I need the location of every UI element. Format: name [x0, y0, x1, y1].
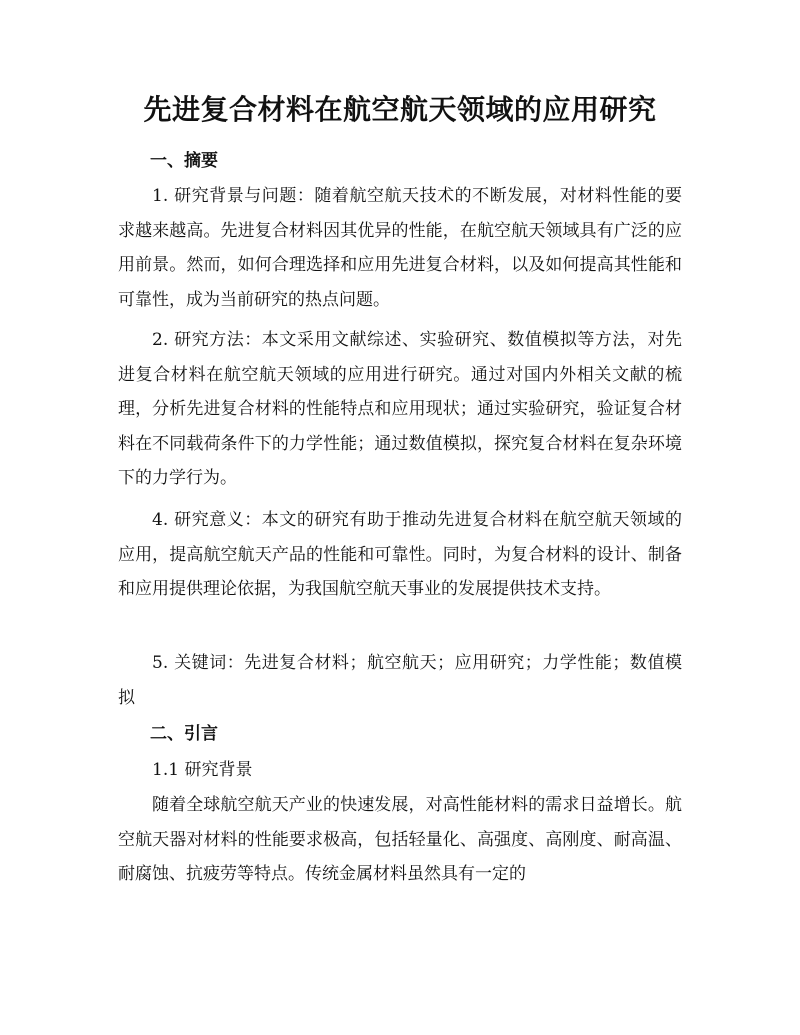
abstract-item-keywords: 5. 关键词：先进复合材料；航空航天；应用研究；力学性能；数值模拟 — [118, 653, 682, 708]
intro-paragraph: 随着全球航空航天产业的快速发展，对高性能材料的需求日益增长。航空航天器对材料的性能要求极高，包括轻量化、高强度、高刚度、耐高温、耐腐蚀、抗疲劳等特点。传统金属材料虽然具有一定的 — [118, 795, 682, 885]
section-heading-introduction: 二、引言 — [150, 724, 218, 744]
subsection-heading-background: 1.1 研究背景 — [152, 760, 253, 780]
abstract-item-background: 1. 研究背景与问题：随着航空航天技术的不断发展，对材料性能的要求越来越高。先进复合材料因其优异的性能，在航空航天领域具有广泛的应用前景。然而，如何合理选择和应用先进复合材料，以及如何提高其性能和可靠性，成为当前研究的热点问题。 — [118, 186, 682, 310]
document-title: 先进复合材料在航空航天领域的应用研究 — [143, 93, 657, 126]
section-heading-abstract: 一、摘要 — [150, 151, 218, 171]
abstract-item-methods: 2. 研究方法：本文采用文献综述、实验研究、数值模拟等方法，对先进复合材料在航空航天领域的应用进行研究。通过对国内外相关文献的梳理，分析先进复合材料的性能特点和应用现状；通过实验研究，验证复合材料在不同载荷条件下的力学性能；通过数值模拟，探究复合材料在复杂环境下的力学行为。 — [118, 330, 682, 489]
abstract-item-significance: 4. 研究意义：本文的研究有助于推动先进复合材料在航空航天领域的应用，提高航空航天产品的性能和可靠性。同时，为复合材料的设计、制备和应用提供理论依据，为我国航空航天事业的发展提供技术支持。 — [118, 510, 682, 600]
